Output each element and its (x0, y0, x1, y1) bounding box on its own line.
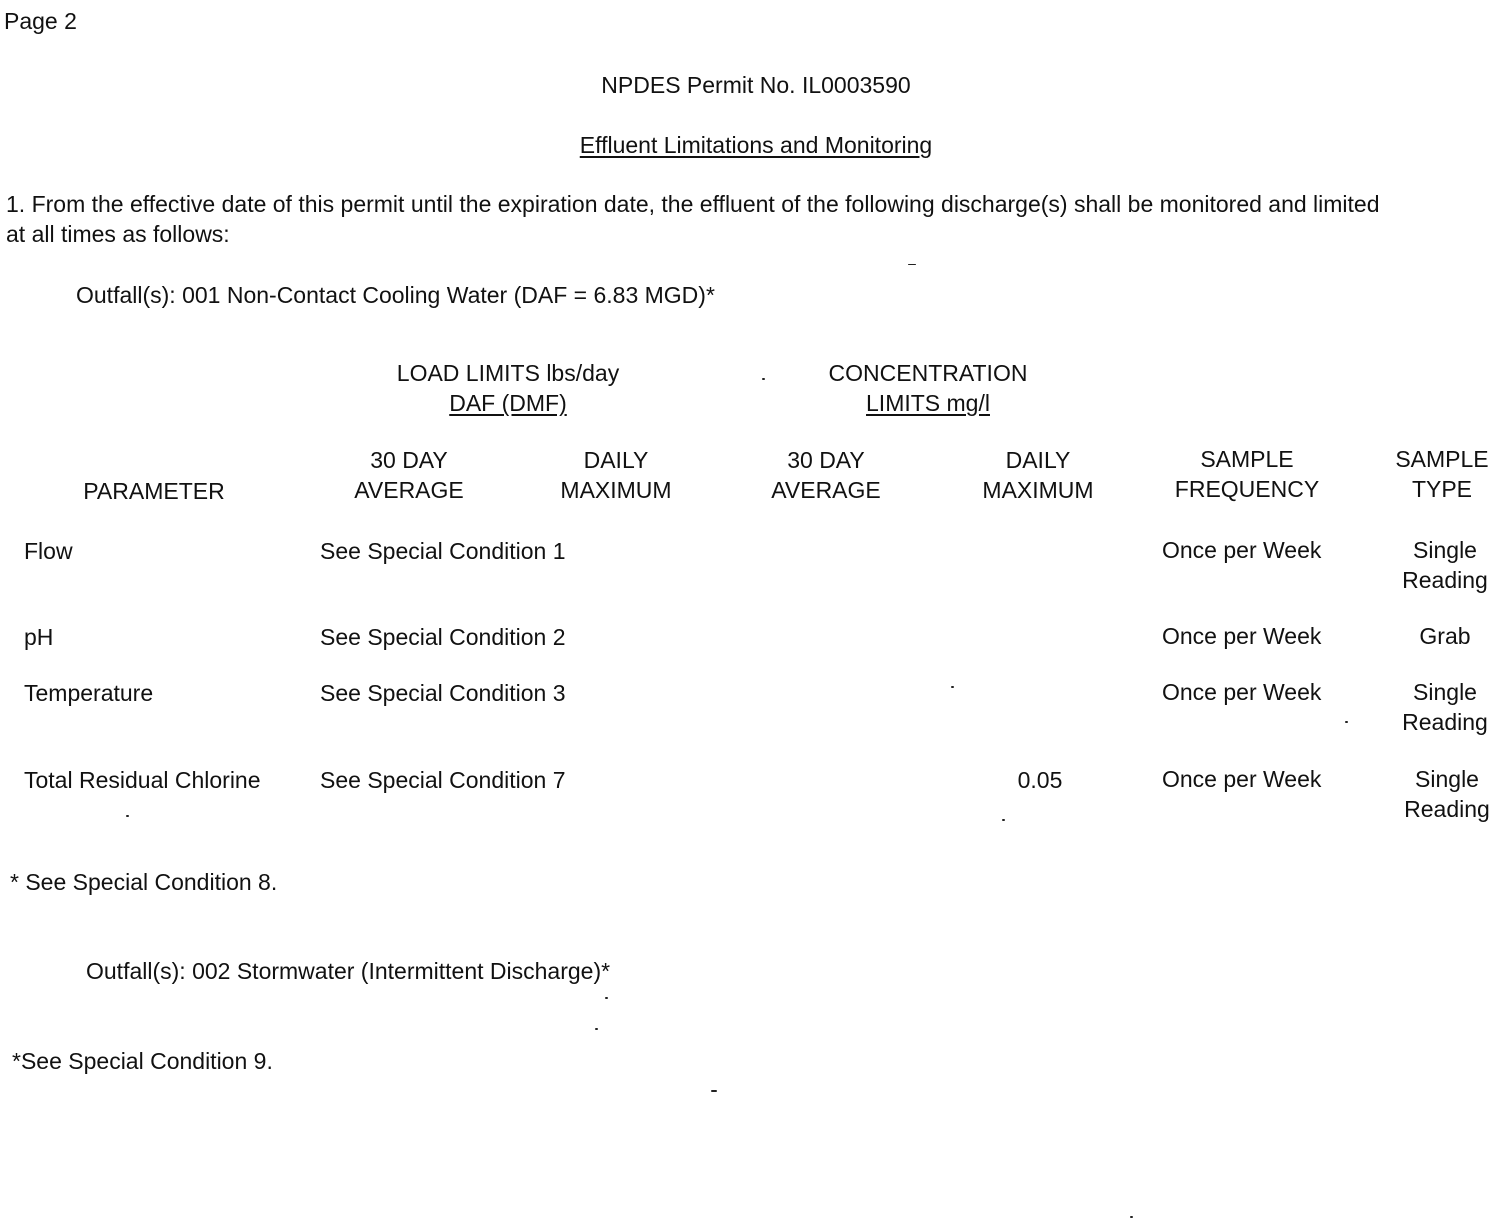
col-header-conc-avg: 30 DAY AVERAGE (771, 447, 881, 504)
row-chlorine-conc-max: 0.05 (1017, 767, 1063, 793)
row-chlorine-type: Single Reading (1404, 766, 1490, 823)
scan-speck (908, 264, 916, 265)
intro-line-1: 1. From the effective date of this permit until the expiration date, the effluent of the following discharge(s) shall be monitored and limited (6, 191, 1380, 217)
col-header-parameter: PARAMETER (83, 478, 225, 504)
scan-speck (595, 1028, 598, 1030)
scan-speck (711, 1090, 717, 1092)
col-header-sample-type: SAMPLE TYPE (1395, 446, 1489, 503)
col-header-conc-max: DAILY MAXIMUM (982, 447, 1094, 504)
scan-speck (1002, 819, 1005, 821)
outfall-001-heading: Outfall(s): 001 Non-Contact Cooling Water (DAF = 6.83 MGD)* (76, 282, 715, 308)
scan-speck (951, 686, 954, 688)
row-chlorine-parameter: Total Residual Chlorine (24, 767, 261, 793)
scan-speck (605, 997, 608, 999)
col-header-sample-frequency: SAMPLE FREQUENCY (1174, 446, 1320, 503)
intro-line-2: at all times as follows: (6, 221, 230, 247)
scan-speck (126, 815, 129, 817)
concentration-subheader: LIMITS mg/l (866, 390, 990, 416)
scan-speck (1345, 721, 1348, 723)
section-title: Effluent Limitations and Monitoring (579, 132, 933, 158)
row-ph-limits: See Special Condition 2 (320, 624, 566, 650)
row-flow-parameter: Flow (24, 538, 73, 564)
permit-number: NPDES Permit No. IL0003590 (601, 72, 911, 98)
footnote-002: *See Special Condition 9. (12, 1048, 273, 1074)
row-temperature-type: Single Reading (1402, 679, 1488, 736)
row-chlorine-frequency: Once per Week (1162, 766, 1322, 792)
row-ph-frequency: Once per Week (1162, 623, 1322, 649)
col-header-load-max: DAILY MAXIMUM (560, 447, 672, 504)
page-number: Page 2 (4, 8, 77, 34)
row-temperature-limits: See Special Condition 3 (320, 680, 566, 706)
load-limits-header: LOAD LIMITS lbs/day (396, 360, 620, 386)
row-ph-parameter: pH (24, 624, 54, 650)
row-flow-frequency: Once per Week (1162, 537, 1322, 563)
row-temperature-parameter: Temperature (24, 680, 154, 706)
row-ph-type: Grab (1419, 623, 1471, 649)
col-header-load-avg: 30 DAY AVERAGE (354, 447, 464, 504)
scan-speck (1130, 1216, 1133, 1218)
outfall-002-heading: Outfall(s): 002 Stormwater (Intermittent Discharge)* (86, 958, 611, 984)
row-temperature-frequency: Once per Week (1162, 679, 1322, 705)
row-flow-limits: See Special Condition 1 (320, 538, 566, 564)
load-limits-subheader: DAF (DMF) (449, 390, 567, 416)
row-flow-type: Single Reading (1402, 537, 1488, 594)
scan-speck (762, 378, 765, 380)
concentration-header: CONCENTRATION (828, 360, 1028, 386)
row-chlorine-limits: See Special Condition 7 (320, 767, 566, 793)
footnote-001: * See Special Condition 8. (10, 869, 278, 895)
